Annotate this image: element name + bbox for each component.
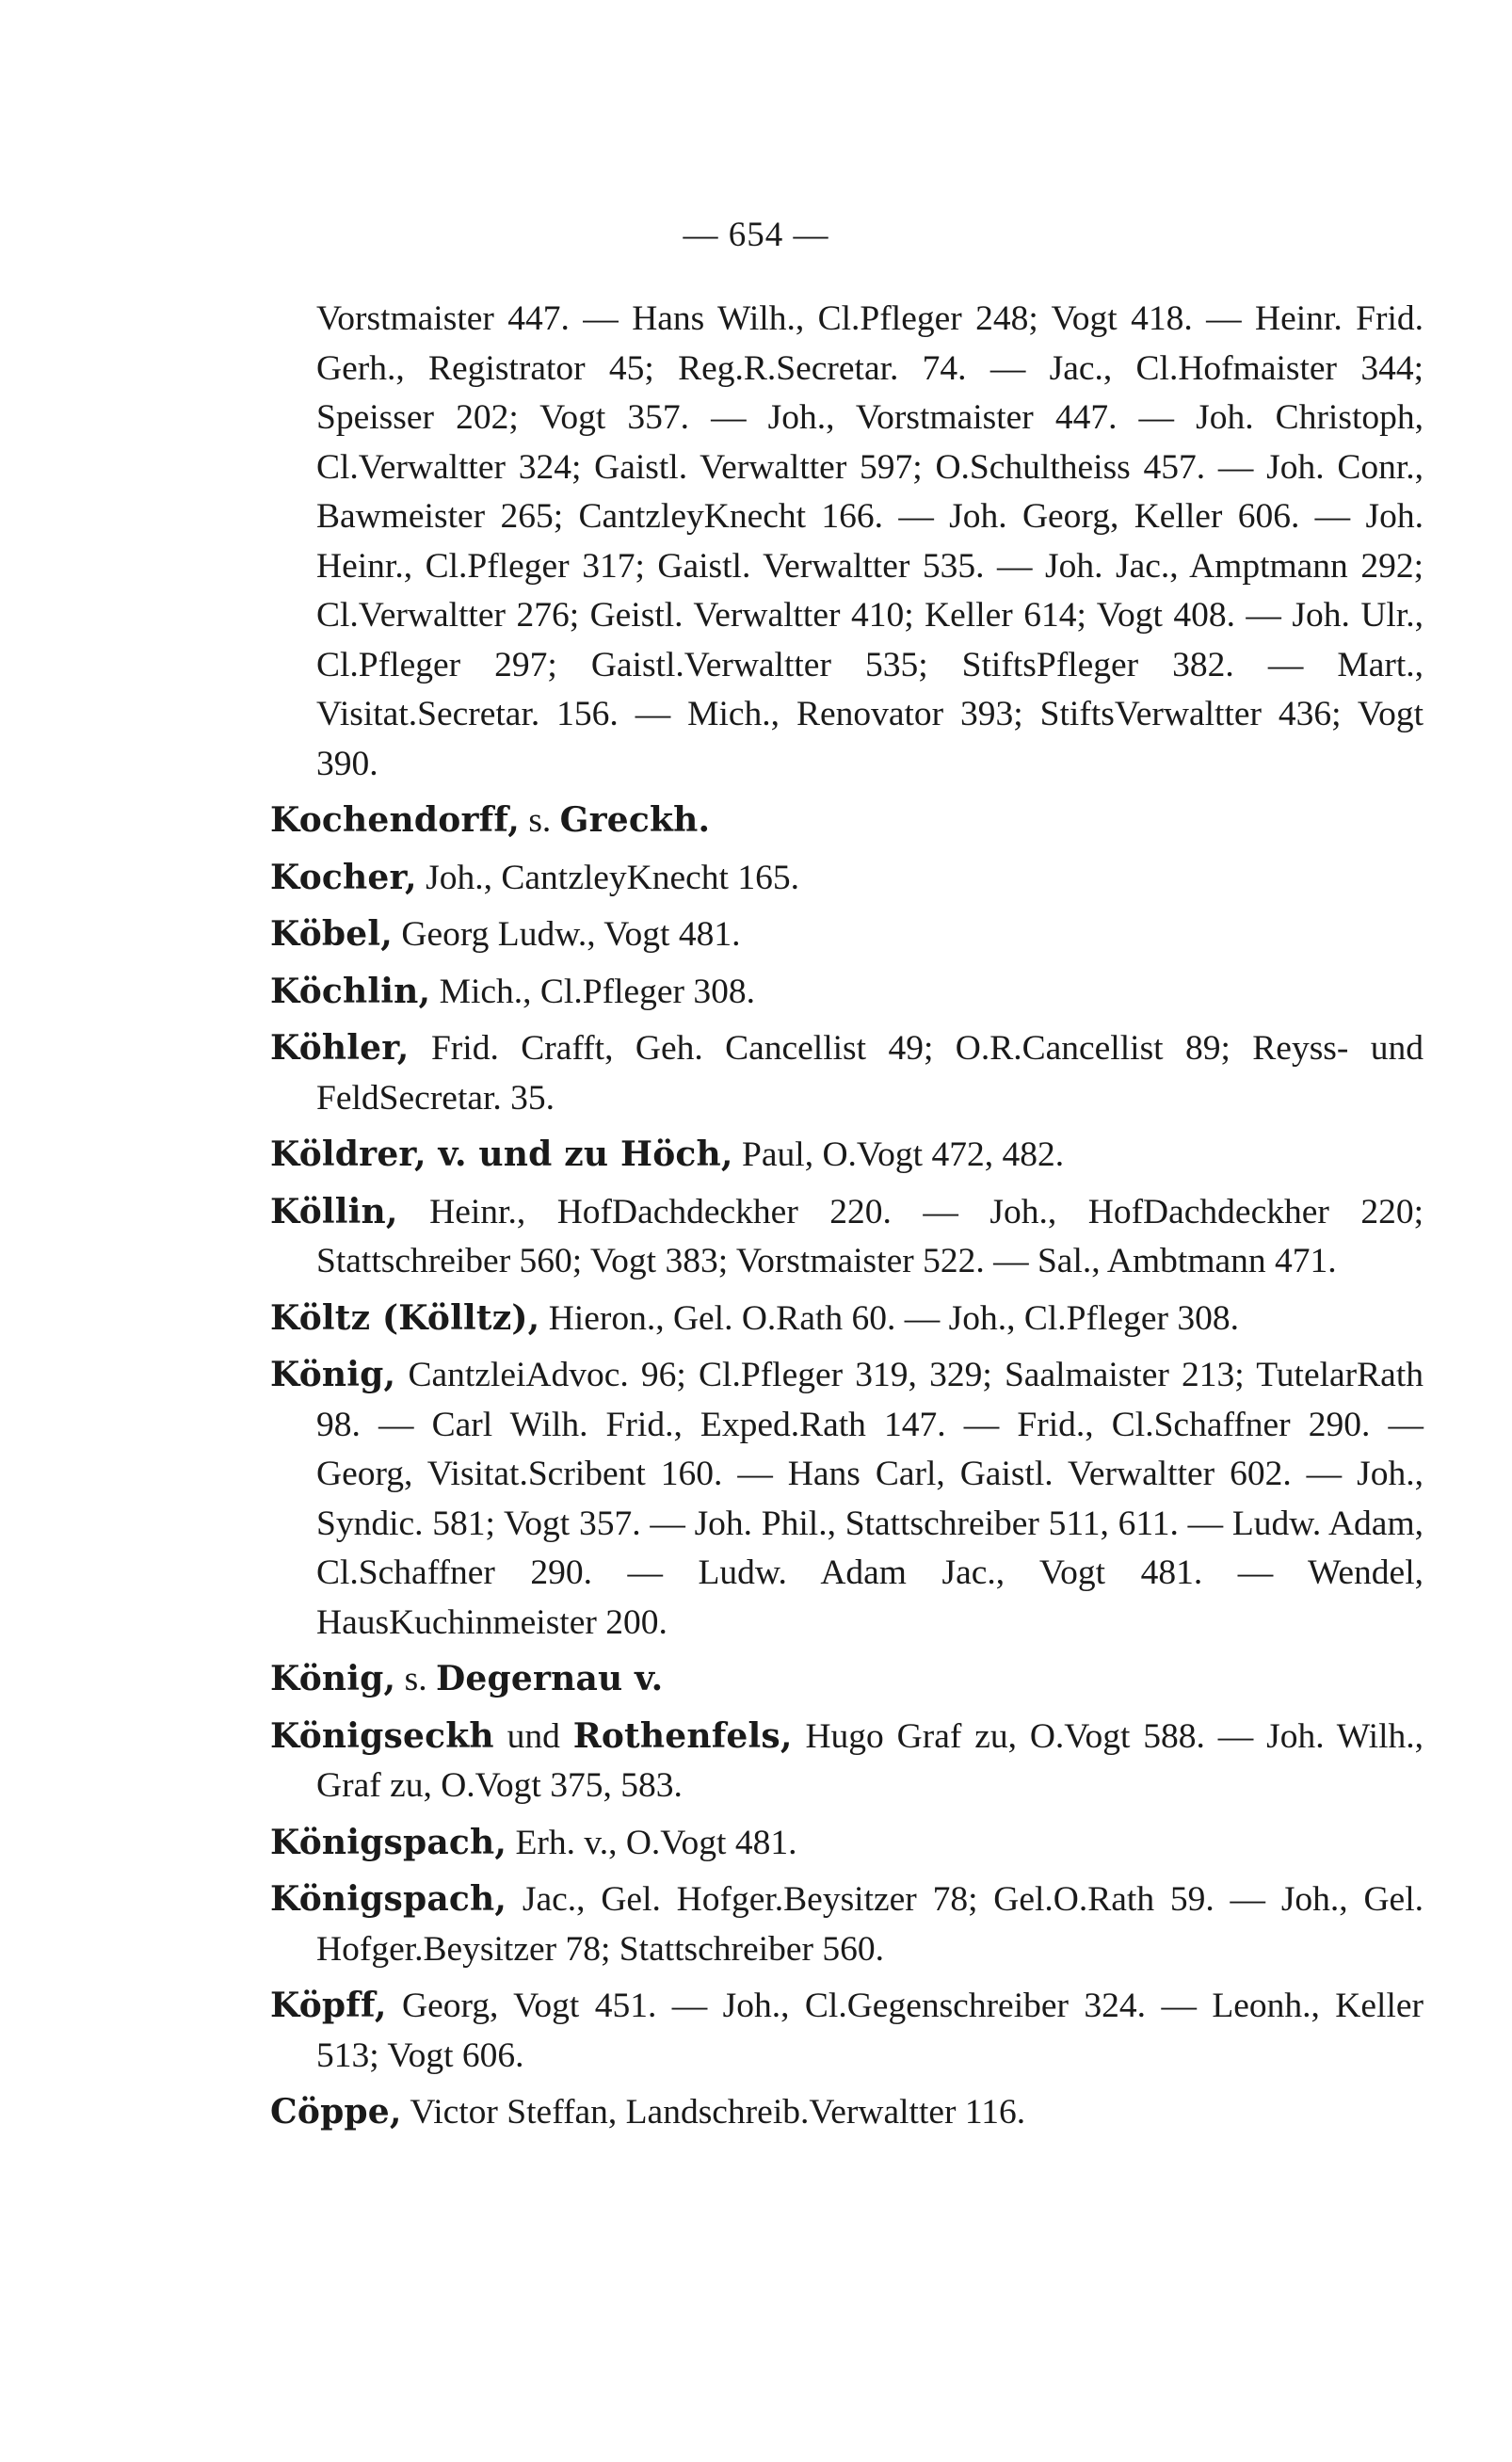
register-text <box>270 295 1424 2138</box>
entry-name: Köpff, <box>270 1986 387 2025</box>
entry-text: Jac., Gel. Hofger.Beysitzer 78; Gel.O.Rath 59. — Joh., Gel. Hofger.Beysitzer 78; Stattschreiber 560. <box>316 1880 1424 1969</box>
entry-text: Mich., Cl.Pfleger 308. <box>439 972 756 1011</box>
register-entry <box>270 1875 1424 1974</box>
entry-name: Köbel, <box>270 914 393 954</box>
entry-connector: und <box>507 1716 560 1756</box>
entry-text: CantzleiAdvoc. 96; Cl.Pfleger 319, 329; Saalmaister 213; TutelarRath 98. — Carl Wilh. Frid., Exped.Rath 147. — Frid., Cl.Schaffner 290. — Georg, Visitat.Scribent 160. — Hans Carl, Gaistl. Verwaltter 602. — Joh., Syndic. 581; Vogt 357. — Joh. Phil., Stattschreiber 511, 611. — Ludw. Adam, Cl.Schaffner 290. — Ludw. Adam Jac., Vogt 481. — Wendel, HausKuchinmeister 200. <box>316 1356 1424 1642</box>
entry-name: Költz (Kölltz), <box>270 1297 540 1338</box>
register-entry <box>270 796 1424 846</box>
entry-text: Georg Ludw., Vogt 481. <box>401 915 741 954</box>
entry-name: Königspach, <box>270 1879 507 1919</box>
page-number: — 654 — <box>683 216 829 254</box>
entry-name: Cöppe, <box>270 2092 402 2132</box>
entry-name: Köhler, <box>270 1028 410 1068</box>
register-entry <box>270 909 1424 960</box>
register-entry <box>270 1294 1424 1344</box>
register-entry <box>270 1187 1424 1287</box>
entry-text: Frid. Crafft, Geh. Cancellist 49; O.R.Cancellist 89; Reyss- und FeldSecretar. 35. <box>316 1029 1424 1118</box>
register-entry <box>270 1712 1424 1811</box>
entry-text: Hieron., Gel. O.Rath 60. — Joh., Cl.Pfleger 308. <box>548 1298 1239 1338</box>
register-entry <box>270 1130 1424 1181</box>
entry-name-second: Rothenfels, <box>572 1715 793 1756</box>
register-entry <box>270 967 1424 1018</box>
entry-text: Paul, O.Vogt 472, 482. <box>742 1135 1065 1174</box>
entry-name: Königspach, <box>270 1822 507 1862</box>
register-entry <box>270 1654 1424 1705</box>
register-entry <box>270 1023 1424 1123</box>
entry-name: König, <box>270 1659 396 1698</box>
entry-reference: Degernau v. <box>435 1659 664 1698</box>
register-entry <box>270 1818 1424 1869</box>
entry-text: Victor Steffan, Landschreib.Verwaltter 116. <box>410 2093 1026 2132</box>
continuation-entry: Vorstmaister 447. — Hans Wilh., Cl.Pfleger 248; Vogt 418. — Heinr. Frid. Gerh., Registrator 45; Reg.R.Secretar. 74. — Jac., Cl.Hofmaister 344; Speisser 202; Vogt 357. — Joh., Vorstmaister 447. — Joh. Christoph, Cl.Verwaltter 324; Gaistl. Verwaltter 597; O.Schultheiss 457. — Joh. Conr., Bawmeister 265; CantzleyKnecht 166. — Joh. Georg, Keller 606. — Joh. Heinr., Cl.Pfleger 317; Gaistl. Verwaltter 535. — Joh. Jac., Amptmann 292; Cl.Verwaltter 276; Geistl. Verwaltter 410; Keller 614; Vogt 408. — Joh. Ulr., Cl.Pfleger 297; Gaistl.Verwaltter 535; StiftsPfleger 382. — Mart., Visitat.Secretar. 156. — Mich., Renovator 393; StiftsVerwaltter 436; Vogt 390. <box>316 299 1424 783</box>
entry-name: Köldrer, v. und zu Höch, <box>270 1134 733 1174</box>
entry-text: Heinr., HofDachdeckher 220. — Joh., HofDachdeckher 220; Stattschreiber 560; Vogt 383; Vorstmaister 522. — Sal., Ambtmann 471. <box>316 1192 1424 1280</box>
entry-text: Erh. v., O.Vogt 481. <box>515 1823 797 1862</box>
entry-name: Köchlin, <box>270 971 431 1011</box>
entry-name: Köllin, <box>270 1191 398 1231</box>
entry-text: Joh., CantzleyKnecht 165. <box>426 858 799 897</box>
entry-name: König, <box>270 1355 396 1394</box>
entry-text: Hugo Graf zu, O.Vogt 588. — Joh. Wilh., Graf zu, O.Vogt 375, 583. <box>316 1716 1424 1805</box>
entry-text: Georg, Vogt 451. — Joh., Cl.Gegenschreiber 324. — Leonh., Keller 513; Vogt 606. <box>316 1987 1424 2075</box>
register-entry <box>270 853 1424 904</box>
register-entry <box>270 1981 1424 2081</box>
register-entry <box>270 2087 1424 2138</box>
entry-text: s. <box>528 801 552 840</box>
entry-name: Kochendorff, <box>270 800 520 840</box>
entry-text: s. <box>404 1660 427 1698</box>
register-entry <box>270 1350 1424 1648</box>
entry-name: Kocher, <box>270 857 417 897</box>
entry-reference: Greckh. <box>559 800 711 840</box>
entry-name: Königseckh <box>270 1715 494 1756</box>
